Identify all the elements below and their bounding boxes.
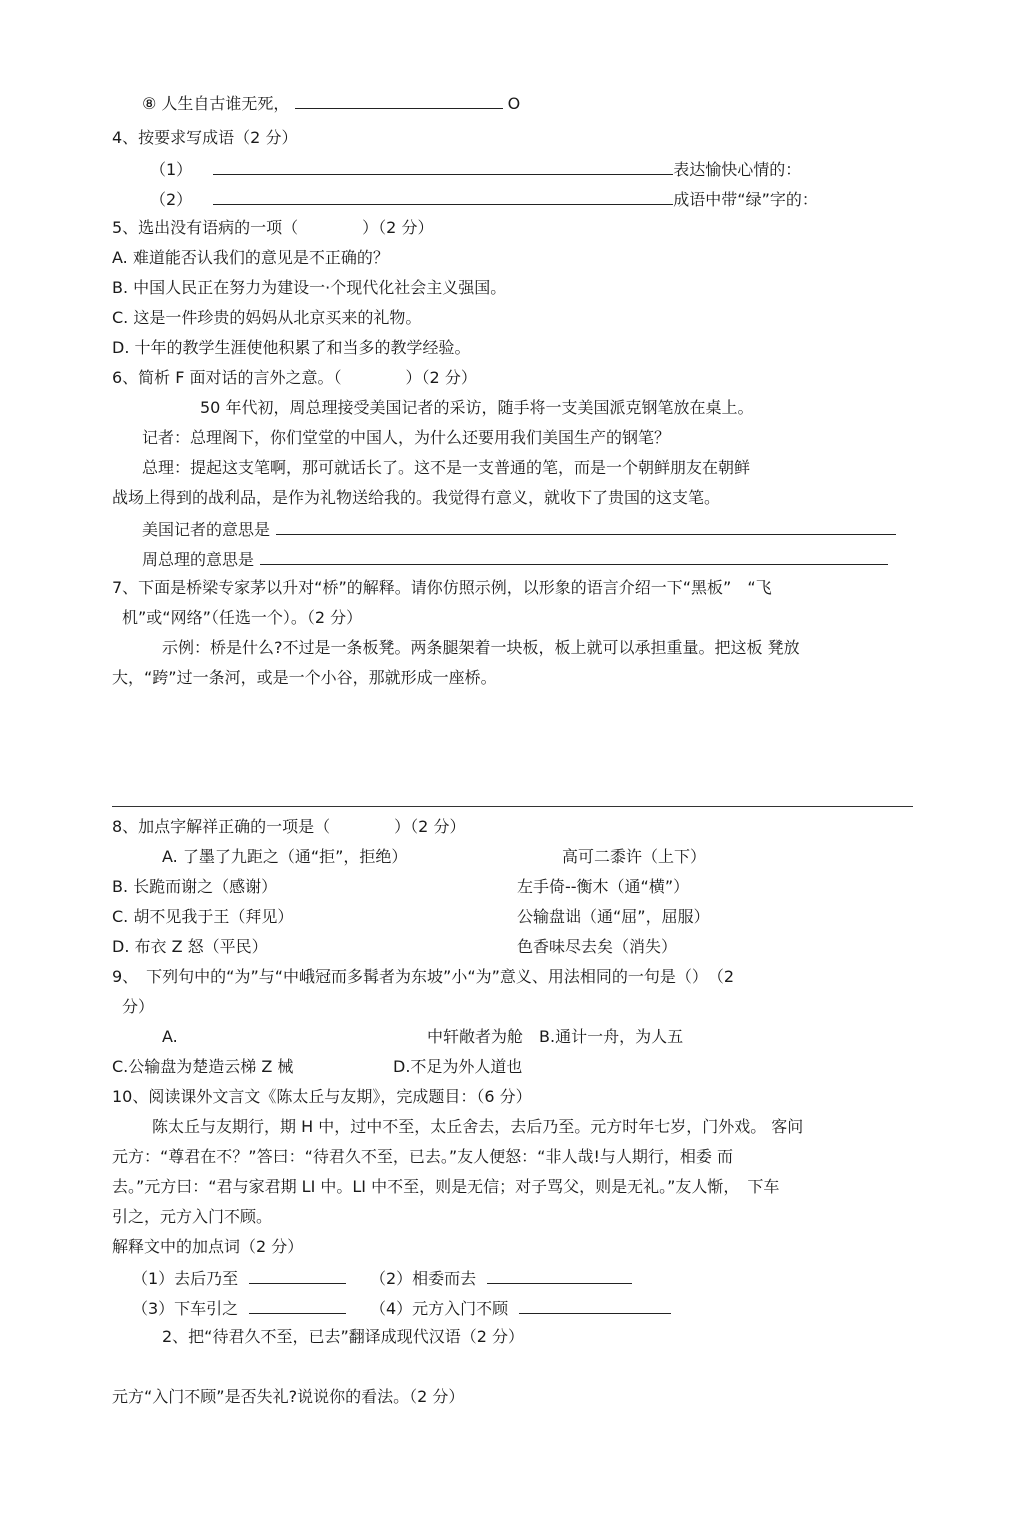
q8-row-c-right: 公输盘诎（通“屈”，屈服）	[517, 907, 710, 926]
q10-word4-label: （4）元方入门不顾	[370, 1299, 509, 1318]
q5-title: 5、选出没有语病的一项（ ）（2 分）	[112, 218, 434, 237]
answer-divider	[112, 806, 913, 807]
q7-title-b: 机”或“网络”（任选一个）。（2 分）	[122, 608, 363, 627]
q9-option-a-b-text: 中轩敞者为舱 B.通计一舟，为人五	[427, 1027, 684, 1046]
q4-title: 4、按要求写成语（2 分）	[112, 128, 298, 147]
q8-row-b-left: B. 长跪而谢之（感谢）	[112, 877, 278, 896]
q10-word3-blank[interactable]	[249, 1296, 346, 1314]
q3-item8	[142, 91, 520, 115]
q6-answer2-label: 周总理的意思是	[142, 550, 255, 569]
q10-word1-blank[interactable]	[249, 1266, 346, 1284]
q10-word3	[132, 1296, 346, 1320]
q4-item1-tail: 表达愉快心情的：	[673, 160, 802, 179]
q7-example-a: 示例：桥是什么?不过是一条板凳。两条腿架着一块板，板上就可以承担重量。把这板 凳放	[162, 638, 800, 657]
q10-passage-line4: 引之，元方入门不顾。	[112, 1207, 273, 1226]
q10-word1-label: （1）去后乃至	[132, 1269, 239, 1288]
q6-title: 6、简析 F 面对话的言外之意。（ ）（2 分）	[112, 368, 477, 387]
q8-title: 8、加点字解祥正确的一项是（ ）（2 分）	[112, 817, 466, 836]
q6-answer1-label: 美国记者的意思是	[142, 520, 271, 539]
q10-word4-blank[interactable]	[519, 1296, 671, 1314]
q4-item2-tail: 成语中带“绿”字的：	[673, 190, 818, 209]
q10-word2	[370, 1266, 632, 1290]
q6-para3a: 总理：提起这支笔啊，那可就话长了。这不是一支普通的笔，而是一个朝鲜朋友在朝鲜	[142, 458, 751, 477]
q3-item8-text: ⑧ 人生自古谁无死，	[142, 94, 290, 113]
q10-title: 10、阅读课外文言文《陈太丘与友期》，完成题目：（6 分）	[112, 1087, 532, 1106]
q6-para1: 50 年代初，周总理接受美国记者的采访，随手将一支美国派克钢笔放在桌上。	[200, 398, 754, 417]
q4-item1-blank[interactable]	[213, 157, 673, 175]
q5-option-c: C. 这是一件珍贵的妈妈从北京买来的礼物。	[112, 308, 422, 327]
q5-option-d: D. 十年的教学生涯使他积累了和当多的教学经验。	[112, 338, 471, 357]
q4-item1	[150, 157, 801, 181]
q10-passage-line2: 元方：“尊君在不？”答曰：“待君久不至，已去。”友人便怒：“非人哉!与人期行，相委 而	[112, 1147, 733, 1166]
q9-title-b: 分）	[122, 997, 155, 1016]
q8-row-a-left: A. 了墨了九距之（通“拒”，拒绝）	[162, 847, 408, 866]
q6-answer1	[142, 517, 896, 541]
q8-row-d-right: 色香味尽去矣（消失）	[517, 937, 678, 956]
q10-passage-line1: 陈太丘与友期行，期 H 中，过中不至，太丘舍去，去后乃至。元方时年七岁，门外戏。 客问	[152, 1117, 804, 1136]
q4-item1-number: （1）	[150, 160, 193, 179]
q8-row-a-right: 高可二黍许（上下）	[562, 847, 707, 866]
q9-option-a-label: A.	[162, 1027, 178, 1046]
q5-option-b: B. 中国人民正在努力为建设一·个现代化社会主义强国。	[112, 278, 507, 297]
q9-title-a: 9、 下列句中的“为”与“中峨冠而多髯者为东坡”小“为”意义、用法相同的一句是（） （2	[112, 967, 735, 986]
q10-word1	[132, 1266, 346, 1290]
q10-word3-label: （3）下车引之	[132, 1299, 239, 1318]
q10-sub2-title: 2、把“待君久不至，已去”翻译成现代汉语（2 分）	[162, 1327, 525, 1346]
q10-sub1-title: 解释文中的加点词（2 分）	[112, 1237, 304, 1256]
q7-title-a: 7、下面是桥梁专家茅以升对“桥”的解释。请你仿照示例，以形象的语言介绍一下“黑板” “飞	[112, 578, 772, 597]
q3-item8-blank[interactable]	[295, 91, 503, 109]
q10-word4	[370, 1296, 671, 1320]
q7-example-b: 大，“跨”过一条河，或是一个小谷，那就形成一座桥。	[112, 668, 497, 687]
q6-para2: 记者：总理阁下，你们堂堂的中国人，为什么还要用我们美国生产的钢笔？	[142, 428, 671, 447]
q10-word2-blank[interactable]	[487, 1266, 632, 1284]
q10-word2-label: （2）相委而去	[370, 1269, 477, 1288]
q10-passage-line3: 去。”元方曰：“君与家君期 LI 中。LI 中不至，则是无信；对子骂父，则是无礼。”友人惭， 下车	[112, 1177, 780, 1196]
q6-answer1-blank[interactable]	[276, 517, 896, 535]
q8-row-d-left: D. 布衣 Z 怒（平民）	[112, 937, 268, 956]
q3-item8-end: O	[507, 94, 521, 113]
q6-answer2	[142, 547, 888, 571]
q4-item2-number: （2）	[150, 190, 193, 209]
q4-item2	[150, 187, 818, 211]
q8-row-b-right: 左手倚--衡木（通“横”）	[517, 877, 690, 896]
q9-option-c: C.公输盘为楚造云梯 Z 械	[112, 1057, 294, 1076]
q5-option-a: A. 难道能否认我们的意见是不正确的？	[112, 248, 389, 267]
q8-row-c-left: C. 胡不见我于王（拜见）	[112, 907, 294, 926]
q10-sub3-title: 元方“入门不顾”是否失礼?说说你的看法。（2 分）	[112, 1387, 465, 1406]
q9-option-d: D.不足为外人道也	[393, 1057, 523, 1076]
q4-item2-blank[interactable]	[213, 187, 673, 205]
q6-para3b: 战场上得到的战利品，是作为礼物送给我的。我觉得冇意义，就收下了贵国的这支笔。	[112, 488, 721, 507]
q6-answer2-blank[interactable]	[260, 547, 888, 565]
